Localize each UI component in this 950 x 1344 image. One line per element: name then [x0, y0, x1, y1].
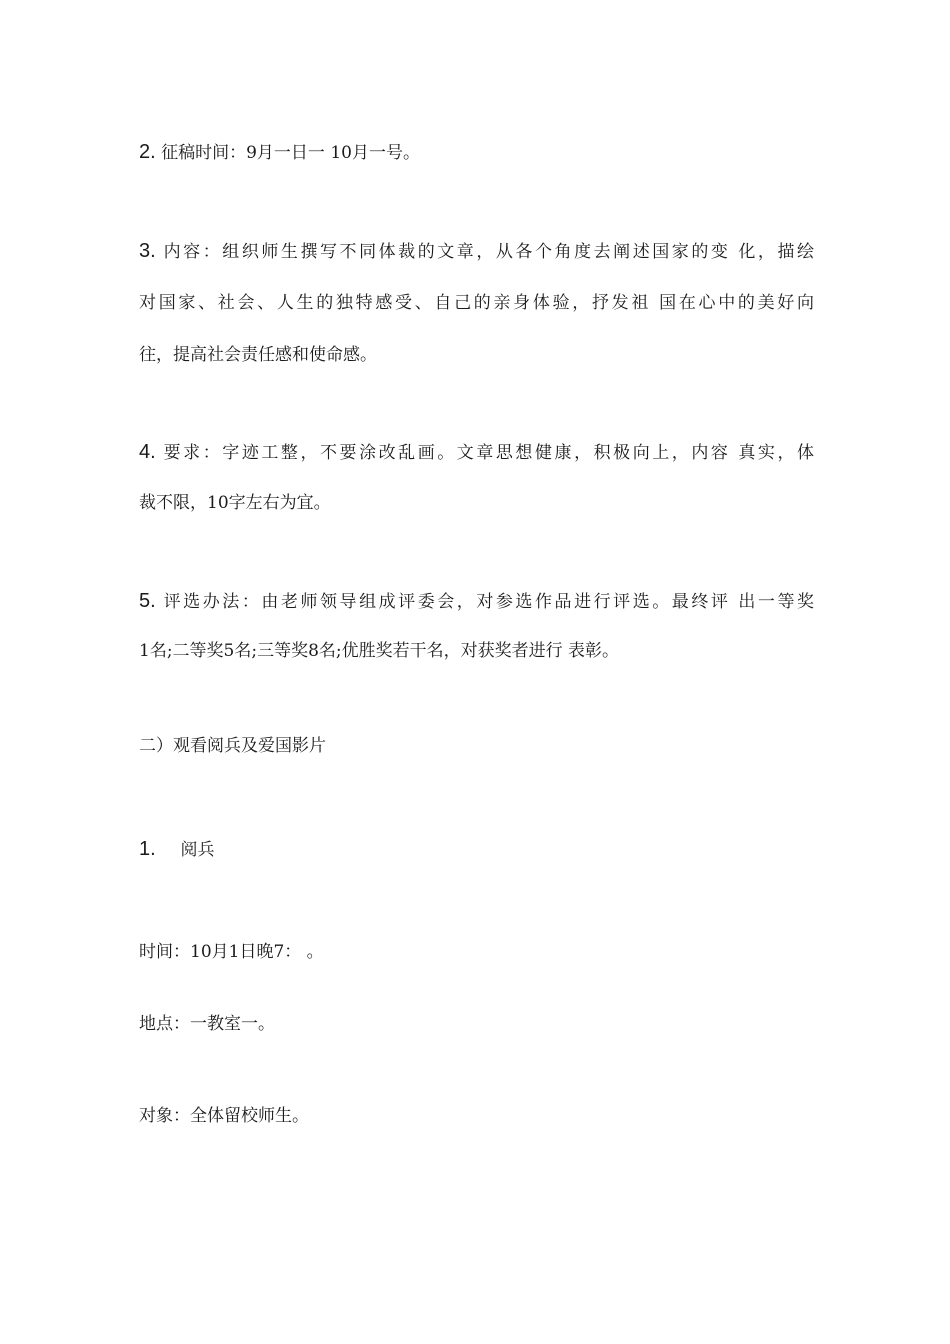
- item-2-number: 2.: [139, 141, 156, 163]
- event-time: 时间：10月1日晚7： 。: [139, 942, 324, 962]
- section-2-heading: 二）观看阅兵及爱国影片: [139, 736, 326, 756]
- item-3-line-1: [139, 238, 814, 265]
- item-5-text-1: 评选办法：由老师领导组成评委会，对参选作品进行评选。最终评 出一等奖: [163, 592, 814, 612]
- item-5-line-1: [139, 588, 814, 615]
- sub-1-number: 1.: [139, 838, 156, 860]
- item-5-number: 5.: [139, 590, 156, 612]
- item-2-line-1: [139, 139, 814, 166]
- item-2-text: 征稿时间：9月一日一 10月一号。: [161, 143, 420, 163]
- item-3-number: 3.: [139, 240, 156, 262]
- event-place: 地点：一教室一。: [139, 1014, 275, 1034]
- item-4-line-1: [139, 439, 814, 466]
- item-4-line-2: 裁不限，10字左右为宜。: [139, 493, 331, 513]
- sub-1-title: 阅兵: [180, 840, 215, 860]
- item-4-number: 4.: [139, 441, 156, 463]
- item-3-line-3: 往，提高社会责任感和使命感。: [139, 345, 377, 365]
- item-5-line-2: 1名;二等奖5名;三等奖8名;优胜奖若干名，对获奖者进行 表彰。: [139, 641, 620, 661]
- event-audience: 对象：全体留校师生。: [139, 1106, 309, 1126]
- item-3-line-2: 对国家、社会、人生的独特感受、自己的亲身体验，抒发祖 国在心中的美好向: [139, 293, 814, 313]
- section-2-sub-1: [139, 836, 814, 863]
- item-3-text-1: 内容：组织师生撰写不同体裁的文章，从各个角度去阐述国家的变 化，描绘: [163, 242, 814, 262]
- item-4-text-1: 要求：字迹工整，不要涂改乱画。文章思想健康，积极向上，内容 真实，体: [163, 443, 814, 463]
